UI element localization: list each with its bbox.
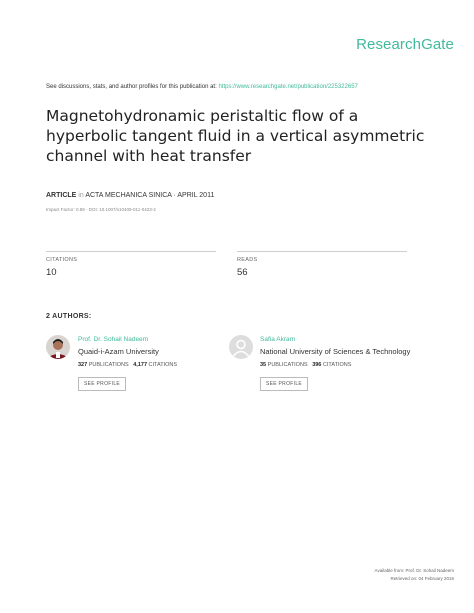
author-2-see-profile-button[interactable]: SEE PROFILE <box>260 377 308 391</box>
author-2-citations-label: CITATIONS <box>322 362 352 368</box>
citations-divider <box>46 251 216 252</box>
authors-heading: 2 AUTHORS: <box>46 313 92 320</box>
journal-date[interactable]: ACTA MECHANICA SINICA · APRIL 2011 <box>85 192 215 199</box>
discussion-prefix: See discussions, stats, and author profiles for this publication at: <box>46 84 217 90</box>
title-line-2: hyperbolic tangent fluid in a vertical asymmetric <box>46 127 425 145</box>
author-2-stats <box>260 362 351 368</box>
title-line-3: channel with heat transfer <box>46 147 252 165</box>
author-1-avatar[interactable] <box>46 335 70 359</box>
author-1-publications-count: 327 <box>78 362 88 368</box>
author-photo-icon <box>46 335 70 359</box>
author-2-institution: National University of Sciences & Technology <box>260 347 411 356</box>
author-1-citations-count: 4,177 <box>133 362 148 368</box>
title-line-1: Magnetohydronamic peristaltic flow of a <box>46 107 359 125</box>
article-meta: Impact Factor: 0.89 · DOI: 10.1007/s10409-011-0423-2 <box>46 207 156 212</box>
discussion-line <box>46 84 358 90</box>
author-2-publications-label: PUBLICATIONS <box>267 362 308 368</box>
available-from: Available from: Prof. Dr. Sohail Nadeem <box>374 568 454 573</box>
default-user-icon <box>229 335 253 359</box>
author-2-name-link[interactable]: Safia Akram <box>260 336 296 343</box>
author-1-publications-label: PUBLICATIONS <box>88 362 129 368</box>
researchgate-logo[interactable]: ResearchGate <box>356 36 454 53</box>
author-1-see-profile-button[interactable]: SEE PROFILE <box>78 377 126 391</box>
author-1-name-link[interactable]: Prof. Dr. Sohail Nadeem <box>78 336 149 343</box>
retrieved-on: Retrieved on: 04 February 2016 <box>390 576 454 581</box>
citations-label: CITATIONS <box>46 257 78 263</box>
author-2-avatar[interactable] <box>229 335 253 359</box>
article-info <box>46 192 214 199</box>
article-type: ARTICLE <box>46 192 77 199</box>
author-2-publications-count: 35 <box>260 362 267 368</box>
article-separator: in <box>78 192 84 199</box>
reads-divider <box>237 251 407 252</box>
reads-value: 56 <box>237 267 248 278</box>
author-1-stats <box>78 362 177 368</box>
reads-label: READS <box>237 257 258 263</box>
citations-value: 10 <box>46 267 57 278</box>
author-1-institution: Quaid-i-Azam University <box>78 347 159 356</box>
author-2-citations-count: 396 <box>312 362 322 368</box>
publication-url-link[interactable]: https://www.researchgate.net/publication/225322657 <box>218 84 358 90</box>
publication-title <box>46 106 446 166</box>
author-1-citations-label: CITATIONS <box>148 362 178 368</box>
